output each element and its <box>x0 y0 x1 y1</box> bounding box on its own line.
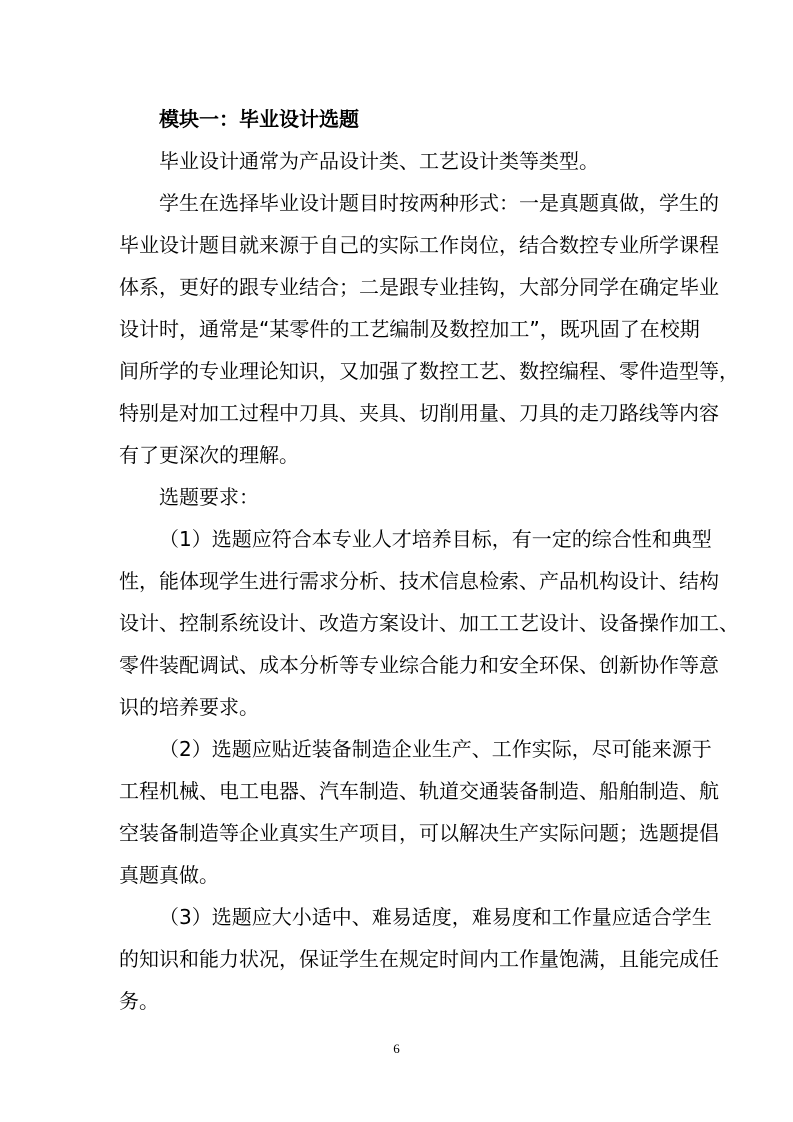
body-text-line: 的知识和能力状况，保证学生在规定时间内工作量饱满，且能完成任 <box>119 947 719 971</box>
body-text-line: 有了更深次的理解。 <box>119 443 299 467</box>
body-text-line: 真题真做。 <box>119 863 219 887</box>
requirement-item-3: （3）选题应大小适中、难易适度，难易度和工作量应适合学生 <box>159 905 712 929</box>
page-number: 6 <box>393 1041 400 1056</box>
requirement-item-1: （1）选题应符合本专业人才培养目标，有一定的综合性和典型 <box>159 527 712 551</box>
body-text-line: 零件装配调试、成本分析等专业综合能力和安全环保、创新协作等意 <box>119 653 719 677</box>
body-text-line: 间所学的专业理论知识，又加强了数控工艺、数控编程、零件造型等， <box>119 359 739 383</box>
subsection-label: 选题要求： <box>159 485 259 509</box>
body-text-line: 毕业设计通常为产品设计类、工艺设计类等类型。 <box>159 149 599 173</box>
body-text-line: 空装备制造等企业真实生产项目，可以解决生产实际问题；选题提倡 <box>119 821 719 845</box>
body-text-line: 设计、控制系统设计、改造方案设计、加工工艺设计、设备操作加工、 <box>119 611 739 635</box>
requirement-item-2: （2）选题应贴近装备制造企业生产、工作实际，尽可能来源于 <box>159 737 712 761</box>
body-text-line: 工程机械、电工电器、汽车制造、轨道交通装备制造、船舶制造、航 <box>119 779 719 803</box>
body-text-line: 务。 <box>119 989 159 1013</box>
body-text-line: 体系，更好的跟专业结合；二是跟专业挂钩，大部分同学在确定毕业 <box>119 275 719 299</box>
body-text-line: 特别是对加工过程中刀具、夹具、切削用量、刀具的走刀路线等内容 <box>119 401 719 425</box>
body-text-line: 设计时，通常是“某零件的工艺编制及数控加工”，既巩固了在校期 <box>119 317 700 341</box>
body-text-line: 性，能体现学生进行需求分析、技术信息检索、产品机构设计、结构 <box>119 569 719 593</box>
body-text-line: 毕业设计题目就来源于自己的实际工作岗位，结合数控专业所学课程 <box>119 233 719 257</box>
body-text-line: 识的培养要求。 <box>119 695 259 719</box>
body-text-line: 学生在选择毕业设计题目时按两种形式：一是真题真做，学生的 <box>159 191 719 215</box>
section-heading: 模块一：毕业设计选题 <box>159 107 359 131</box>
